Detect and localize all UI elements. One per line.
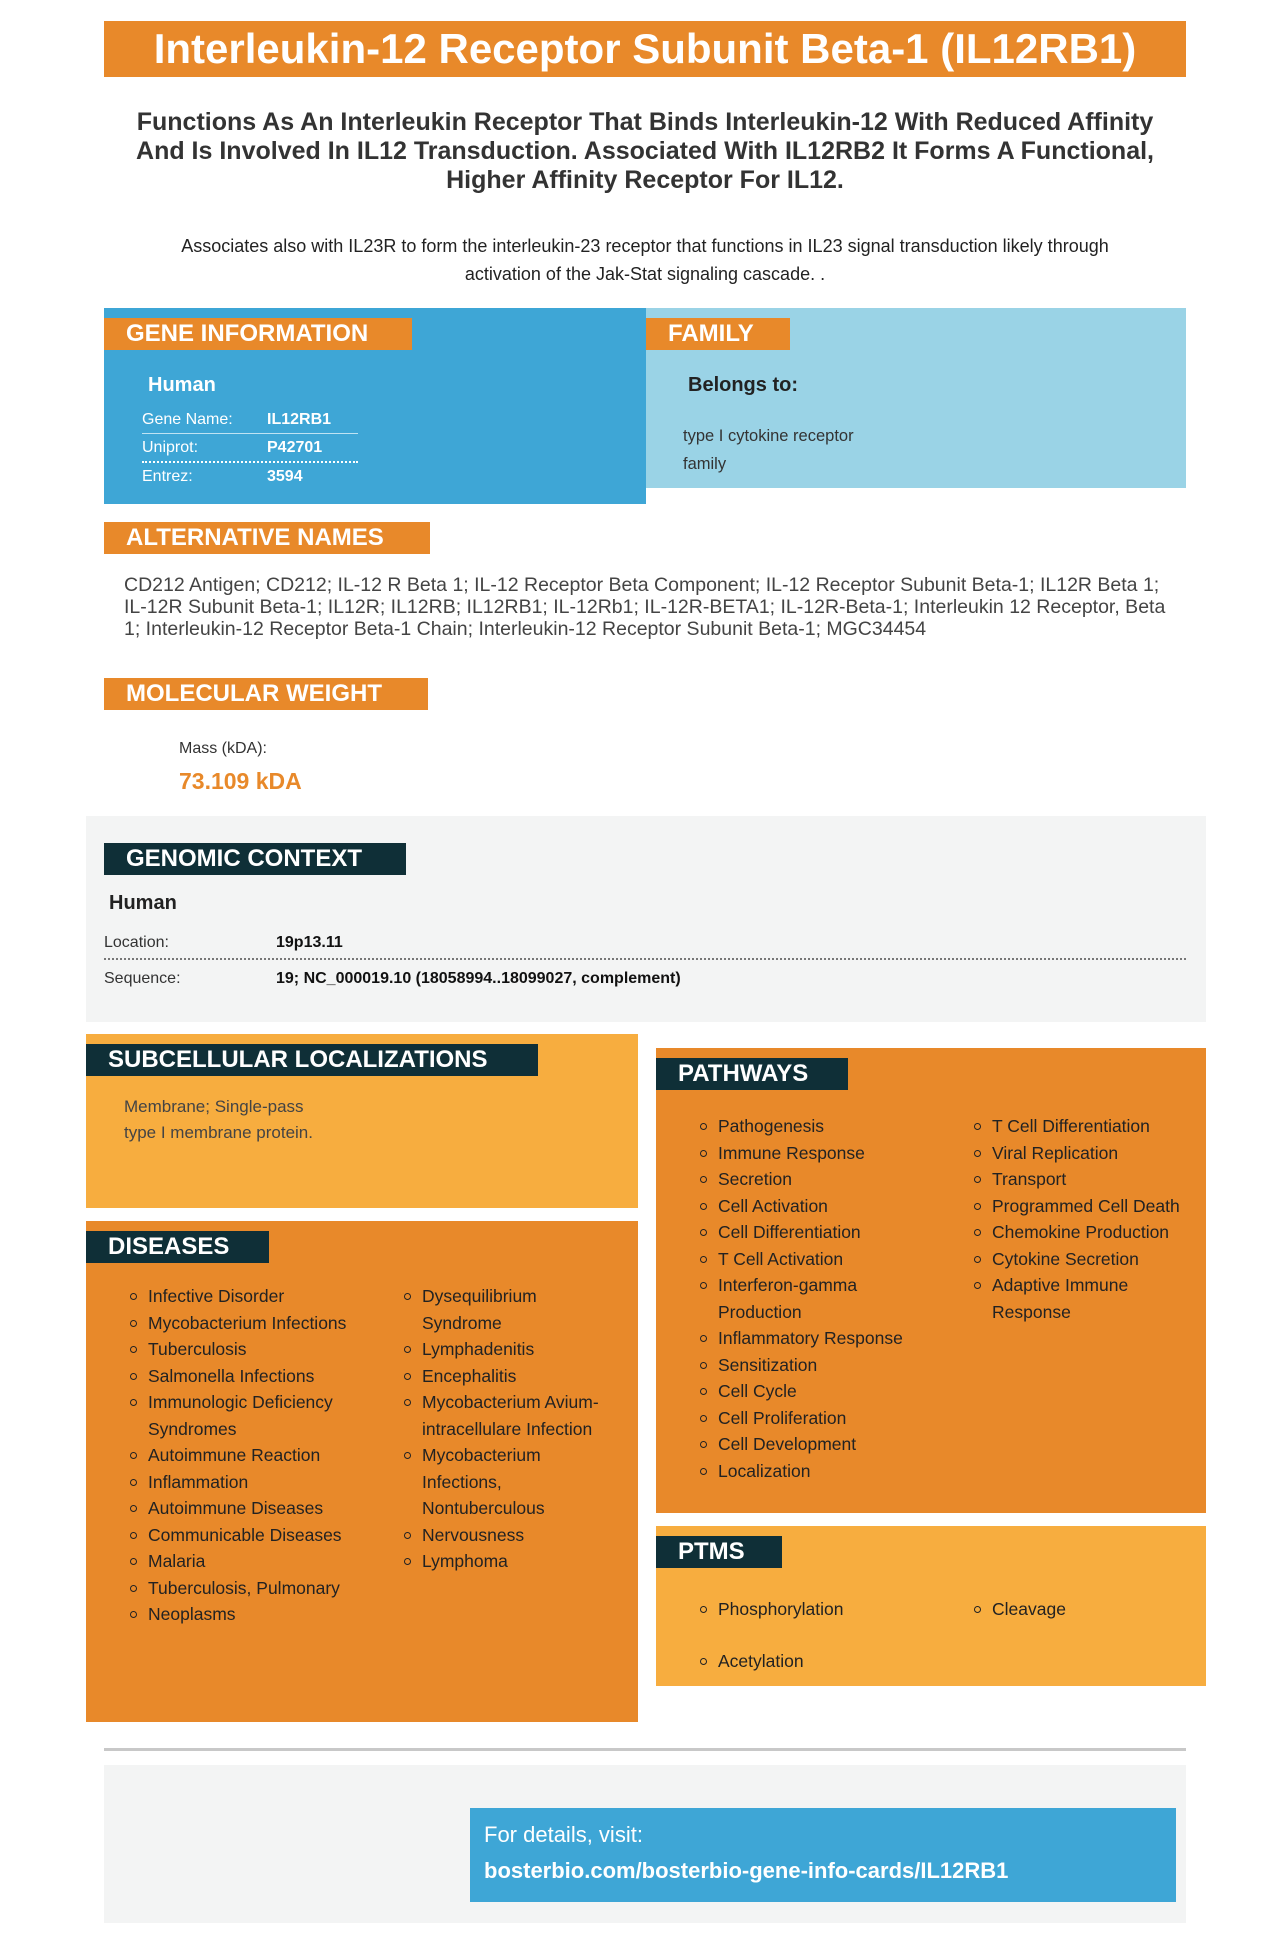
pathways-list-col2 bbox=[972, 1113, 1202, 1325]
alternative-names-text: CD212 Antigen; CD212; IL-12 R Beta 1; IL-12 Receptor Beta Component; IL-12 Receptor Subunit Beta-1; IL12R Beta 1; IL-12R Subunit Beta-1; IL12R; IL12RB; IL12RB1; IL-12Rb1; IL-12R-BETA1; IL-12R-Beta-1; Interleukin 12 Receptor, Beta 1; Interleukin-12 Receptor Beta-1 Chain; Interleukin-12 Receptor Subunit Beta-1; MGC34454 bbox=[124, 574, 1166, 640]
uniprot-label: Uniprot: bbox=[142, 439, 199, 456]
disease-item: Mycobacterium Avium-intracellulare Infection bbox=[402, 1389, 602, 1442]
family-name-line1: type I cytokine receptor bbox=[683, 427, 854, 445]
pathway-item: T Cell Differentiation bbox=[972, 1113, 1202, 1140]
entrez-label: Entrez: bbox=[142, 468, 193, 485]
ptms-heading: PTMS bbox=[656, 1536, 782, 1568]
disease-item: Inflammation bbox=[128, 1469, 358, 1496]
belongs-to-label: Belongs to: bbox=[688, 374, 798, 396]
details-link[interactable]: bosterbio.com/bosterbio-gene-info-cards/IL12RB1 bbox=[484, 1858, 1009, 1883]
pathway-item: Sensitization bbox=[698, 1352, 938, 1379]
ptm-item: Acetylation bbox=[698, 1648, 938, 1675]
pathway-item: Localization bbox=[698, 1458, 938, 1485]
disease-item: Salmonella Infections bbox=[128, 1363, 358, 1390]
ptms-list-col1 bbox=[698, 1596, 938, 1674]
entrez-row bbox=[142, 463, 358, 490]
pathway-item: Cell Differentiation bbox=[698, 1219, 938, 1246]
mass-value: 73.109 kDA bbox=[179, 768, 302, 794]
disease-item: Tuberculosis, Pulmonary bbox=[128, 1575, 358, 1602]
uniprot-value: P42701 bbox=[267, 439, 323, 456]
disease-item: Malaria bbox=[128, 1548, 358, 1575]
ptms-list-col2 bbox=[972, 1596, 1172, 1623]
disease-item: Neoplasms bbox=[128, 1601, 358, 1628]
gene-species: Human bbox=[148, 374, 216, 396]
disease-item: Autoimmune Reaction bbox=[128, 1442, 358, 1469]
subcellular-localizations-panel bbox=[86, 1034, 638, 1208]
function-summary: Functions As An Interleukin Receptor That Binds Interleukin-12 With Reduced Affinity And Is Involved In IL12 Transduction. Associated With IL12RB2 It Forms A Functional, Higher Affinity Receptor For IL12. bbox=[136, 108, 1154, 194]
pathway-item: T Cell Activation bbox=[698, 1246, 938, 1273]
gene-info-table bbox=[142, 406, 358, 490]
pathway-item: Pathogenesis bbox=[698, 1113, 938, 1140]
genomic-species: Human bbox=[109, 892, 177, 914]
pathway-item: Programmed Cell Death bbox=[972, 1193, 1202, 1220]
pathway-item: Viral Replication bbox=[972, 1140, 1202, 1167]
disease-item: Mycobacterium Infections bbox=[128, 1310, 358, 1337]
pathway-item: Chemokine Production bbox=[972, 1219, 1202, 1246]
disease-item: Mycobacterium Infections, Nontuberculous bbox=[402, 1442, 602, 1522]
location-label: Location: bbox=[104, 934, 169, 951]
genomic-context-panel bbox=[86, 816, 1206, 1022]
function-description: Associates also with IL23R to form the interleukin-23 receptor that functions in IL23 signal transduction likely through activation of the Jak-Stat signaling cascade. . bbox=[181, 236, 1109, 284]
pathway-item: Cell Proliferation bbox=[698, 1405, 938, 1432]
page-title: Interleukin-12 Receptor Subunit Beta-1 (IL12RB1) bbox=[104, 21, 1186, 77]
pathways-list-col1 bbox=[698, 1113, 938, 1484]
details-label: For details, visit: bbox=[484, 1822, 643, 1847]
disease-item: Dysequilibrium Syndrome bbox=[402, 1283, 602, 1336]
gene-name-label: Gene Name: bbox=[142, 411, 233, 428]
disease-item: Communicable Diseases bbox=[128, 1522, 358, 1549]
disease-item: Encephalitis bbox=[402, 1363, 602, 1390]
family-panel bbox=[646, 308, 1186, 488]
disease-item: Immunologic Deficiency Syndromes bbox=[128, 1389, 358, 1442]
gene-name-value: IL12RB1 bbox=[267, 411, 332, 428]
details-box bbox=[470, 1808, 1176, 1902]
diseases-list-col2 bbox=[402, 1283, 602, 1575]
subcellular-line1: Membrane; Single-pass bbox=[124, 1097, 304, 1116]
genomic-context-heading: GENOMIC CONTEXT bbox=[104, 843, 406, 875]
pathways-heading: PATHWAYS bbox=[656, 1058, 848, 1090]
diseases-heading: DISEASES bbox=[86, 1231, 269, 1263]
diseases-panel bbox=[86, 1221, 638, 1722]
pathway-item: Interferon-gamma Production bbox=[698, 1272, 878, 1325]
pathways-panel bbox=[656, 1048, 1206, 1513]
alternative-names-heading: ALTERNATIVE NAMES bbox=[104, 522, 430, 554]
location-row bbox=[104, 928, 1186, 960]
pathway-item: Secretion bbox=[698, 1166, 938, 1193]
disease-item: Infective Disorder bbox=[128, 1283, 358, 1310]
pathway-item: Cell Development bbox=[698, 1431, 938, 1458]
uniprot-row bbox=[142, 434, 358, 463]
disease-item: Tuberculosis bbox=[128, 1336, 358, 1363]
subcellular-line2: type I membrane protein. bbox=[124, 1123, 313, 1142]
pathway-item: Immune Response bbox=[698, 1140, 938, 1167]
pathway-item: Adaptive Immune Response bbox=[972, 1272, 1152, 1325]
sequence-row bbox=[104, 964, 1186, 994]
ptm-item: Phosphorylation bbox=[698, 1596, 938, 1623]
location-value: 19p13.11 bbox=[276, 934, 343, 951]
pathway-item: Cell Activation bbox=[698, 1193, 938, 1220]
disease-item: Nervousness bbox=[402, 1522, 602, 1549]
subcellular-heading: SUBCELLULAR LOCALIZATIONS bbox=[86, 1044, 538, 1076]
pathway-item: Cell Cycle bbox=[698, 1378, 938, 1405]
sequence-value: 19; NC_000019.10 (18058994..18099027, complement) bbox=[276, 970, 681, 987]
sequence-label: Sequence: bbox=[104, 970, 181, 987]
disease-item: Autoimmune Diseases bbox=[128, 1495, 358, 1522]
disease-item: Lymphoma bbox=[402, 1548, 602, 1575]
diseases-list-col1 bbox=[128, 1283, 358, 1628]
family-heading: FAMILY bbox=[646, 318, 790, 350]
gene-name-row bbox=[142, 406, 358, 434]
footer-divider bbox=[104, 1748, 1186, 1751]
disease-item: Lymphadenitis bbox=[402, 1336, 602, 1363]
entrez-value: 3594 bbox=[267, 468, 303, 485]
mass-label: Mass (kDA): bbox=[179, 740, 267, 757]
ptms-panel bbox=[656, 1526, 1206, 1686]
pathway-item: Inflammatory Response bbox=[698, 1325, 938, 1352]
pathway-item: Transport bbox=[972, 1166, 1202, 1193]
family-name-line2: family bbox=[683, 455, 727, 473]
ptm-item: Cleavage bbox=[972, 1596, 1172, 1623]
gene-information-panel bbox=[104, 308, 646, 504]
gene-information-heading: GENE INFORMATION bbox=[104, 318, 412, 350]
molecular-weight-heading: MOLECULAR WEIGHT bbox=[104, 678, 428, 710]
pathway-item: Cytokine Secretion bbox=[972, 1246, 1202, 1273]
